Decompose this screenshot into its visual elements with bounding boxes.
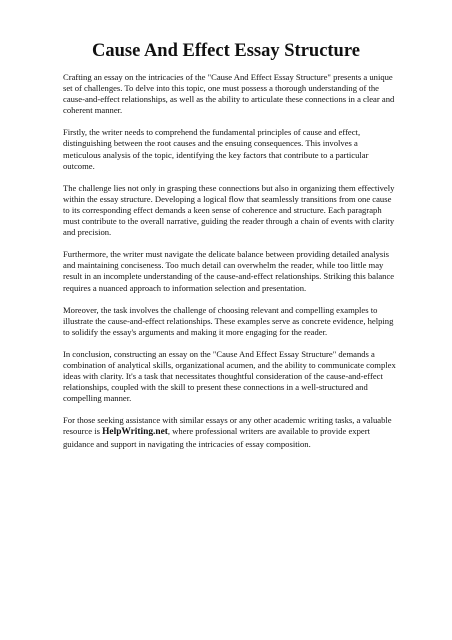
paragraph-conclusion: In conclusion, constructing an essay on the "Cause And Effect Essay Structure" demands a combination of analytical skills, organizational acumen, and the ability to communicate complex ideas with clarity. It's a task that necessitates thoughtful consideration of the cause-and-effect relationships, coupled with the skill to present these connections in a well-structured and compelling manner. [63, 348, 396, 404]
paragraph-furthermore: Furthermore, the writer must navigate the delicate balance between providing detailed analysis and maintaining conciseness. Too much detail can overwhelm the reader, while too little may result in an incomplete understanding of the cause-and-effect relationships. Striking this balance requires a nuanced approach to information selection and presentation. [63, 249, 395, 293]
paragraph-firstly: Firstly, the writer needs to comprehend the fundamental principles of cause and effect, distinguishing between the root causes and the ensuing consequences. This involves a meticulous analysis of the topic, identifying the key factors that contribute to a particular outcome. [63, 127, 369, 171]
paragraph-challenge: The challenge lies not only in grasping these connections but also in organizing them effectively within the essay structure. Developing a logical flow that seamlessly transitions from one cause to its corresponding effect demands a keen sense of coherence and structure. Each paragraph must contribute to the overall narrative, guiding the reader through a chain of events with clarity and precision. [63, 182, 395, 238]
paragraph-intro: Crafting an essay on the intricacies of the "Cause And Effect Essay Structure" presents a unique set of challenges. To delve into this topic, one must possess a thorough understanding of the cause-and-effect relationships, as well as the ability to articulate these connections in a clear and coherent manner. [63, 72, 395, 116]
document-body [63, 72, 397, 450]
closing-text-after: , where professional writers are available to provide expert guidance and support in navigating the intricacies of essay composition. [63, 426, 370, 449]
paragraph-closing [63, 415, 397, 449]
site-name: HelpWriting.net [102, 427, 168, 438]
document-title: Cause And Effect Essay Structure [92, 41, 360, 61]
closing-text-before: For those seeking assistance with similar essays or any other academic writing tasks, a valuable resource is [63, 415, 392, 437]
paragraph-moreover: Moreover, the task involves the challenge of choosing relevant and compelling examples to illustrate the cause-and-effect relationships. These examples serve as concrete evidence, helping to solidify the essay's arguments and making it more engaging for the reader. [63, 304, 394, 337]
